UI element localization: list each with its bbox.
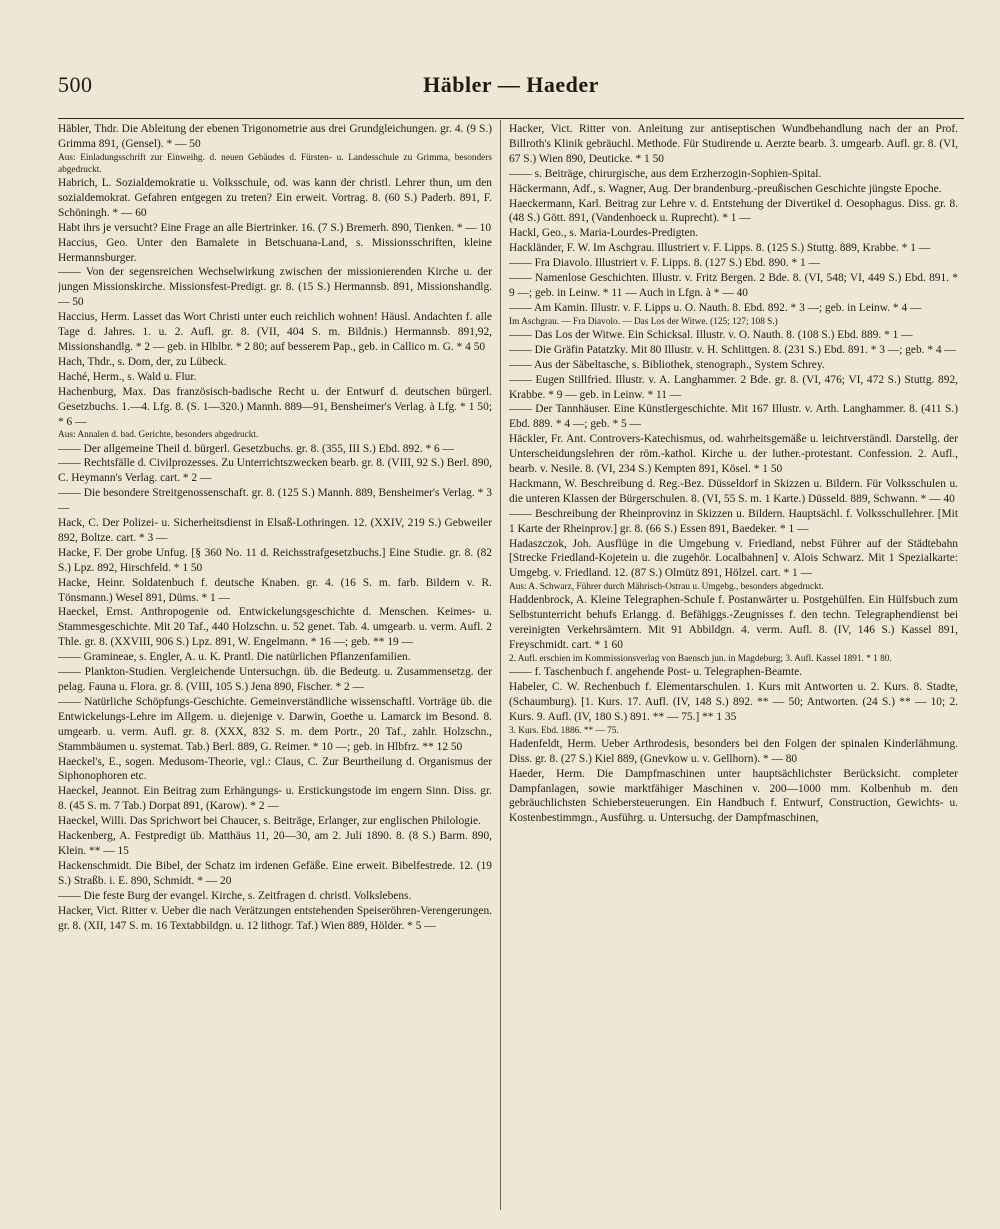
entry: Häckler, Fr. Ant. Controvers-Katechismus, od. wahrheitsgemäße u. leichtverständl. Darstellg. der Unterscheidungslehren der röm.-kathol. Kirche u. der luther.-protestant. Confession. 2. Aufl., bearb. v. Nesile. 8. (VI, 234 S.) Kempten 891, Kösel. * 1 50	[509, 433, 958, 476]
entry: —— Gramineae, s. Engler, A. u. K. Prantl. Die natürlichen Pflanzenfamilien.	[58, 651, 411, 664]
entry: Haeckel's, E., sogen. Medusom-Theorie, vgl.: Claus, C. Zur Beurtheilung d. Organismus der Siphonophoren etc.	[58, 755, 492, 783]
entry: Hackenberg, A. Festpredigt üb. Matthäus 11, 20—30, am 2. Juli 1890. 8. (8 S.) Barm. 890, Klein. ** — 15	[58, 830, 492, 857]
entry-note: Aus: Annalen d. bad. Gerichte, besonders abgedruckt.	[58, 430, 259, 441]
entry: Hackl, Geo., s. Maria-Lourdes-Predigten.	[509, 227, 699, 240]
entry: Häckermann, Adf., s. Wagner, Aug. Der brandenburg.-preußischen Geschichte jüngste Epoche.	[509, 182, 942, 195]
entry: —— s. Beiträge, chirurgische, aus dem Erzherzogin-Sophien-Spital.	[509, 167, 822, 180]
entry: —— Die Gräfin Patatzky. Mit 80 Illustr. v. H. Schlittgen. 8. (231 S.) Ebd. 891. * 3 —; geb. * 4 —	[509, 343, 956, 356]
entry: —— Beschreibung der Rheinprovinz in Skizzen u. Bildern. Hauptsächl. f. Volksschullehrer. [Mit 1 Karte der Rheinprov.] gr. 8. (66 S.) Essen 891, Baedeker. * 1 —	[509, 507, 958, 535]
page-header	[58, 72, 964, 106]
entry: Haddenbrock, A. Kleine Telegraphen-Schule f. Postanwärter u. Postgehülfen. Ein Hülfsbuch zum Selbstunterricht behufs Erlangg. d. Befähiggs.-Zeugnisses f. den techn. Telegraphendienst bei vereinigten Verkehrsämtern. Mit 91 Abbildgn. 4. verm. Aufl. 8. (IV, 146 S.) Kassel 891, Freyschmidt. cart. * 1 60	[509, 594, 958, 652]
entry: Hacke, F. Der grobe Unfug. [§ 360 No. 11 d. Reichsstrafgesetzbuchs.] Eine Studie. gr. 8. (82 S.) Lpz. 892, Hirschfeld. * 1 50	[58, 546, 492, 574]
entry-note: Aus: A. Schwarz, Führer durch Mährisch-Ostrau u. Umgebg., besonders abgedruckt.	[509, 582, 824, 593]
entry: Habt ihrs je versucht? Eine Frage an alle Biertrinker. 16. (7 S.) Bremerh. 890, Tienken. * — 10	[58, 221, 492, 234]
entry: Hadenfeldt, Herm. Ueber Arthrodesis, besonders bei den Folgen der spinalen Kinderlähmung. Diss. gr. 8. (27 S.) Kiel 889, (Gnevkow u. v. Gellhorn). * — 80	[509, 737, 958, 765]
entry: —— Der Tannhäuser. Eine Künstlergeschichte. Mit 167 Illustr. v. Arth. Langhammer. 8. (411 S.) Ebd. 889. * 4 —; geb. * 5 —	[509, 403, 958, 431]
header-rule	[58, 118, 964, 119]
entry: —— Am Kamin. Illustr. v. F. Lipps u. O. Nauth. 8. Ebd. 892. * 3 —; geb. in Leinw. * 4 —	[509, 301, 922, 314]
entry: —— Die besondere Streitgenossenschaft. gr. 8. (125 S.) Mannh. 889, Bensheimer's Verlag. * 3 —	[58, 487, 492, 515]
page-number: 500	[58, 72, 93, 97]
entry: —— Namenlose Geschichten. Illustr. v. Fritz Bergen. 2 Bde. 8. (VI, 548; VI, 449 S.) Ebd. 891. * 9 —; geb. in Leinw. * 11 — Auch in Lfgn. à * — 40	[509, 272, 958, 299]
entry: —— Fra Diavolo. Illustriert v. F. Lipps. 8. (127 S.) Ebd. 890. * 1 —	[509, 257, 820, 270]
entry: Hadaszczok, Joh. Ausflüge in die Umgebung v. Friedland, nebst Führer auf der Städtebahn [Strecke Friedland-Kojetein u. die zugehör. Localbahnen] v. Alois Schwarz. Mit 1 Spezialkarte: Umgebg. v. Friedland. 12. (87 S.) Olmütz 891, Hölzel. cart. * 1 —	[509, 537, 958, 580]
entry: Haeder, Herm. Die Dampfmaschinen unter hauptsächlichster Berücksicht. completer Dampfanlagen, sowie marktfähiger Maschinen v. 200—1000 mm. Kolbenhub m. den gebräuchlichsten Schiebersteuerungen. Ein Handbuch f. Entwurf, Construction, Gewichts- u. Kostenbestimmgn., Ausführg. u. Untersuchg. der Dampfmaschinen,	[509, 767, 958, 825]
entry-note: Aus: Einladungsschrift zur Einweihg. d. neuen Gebäudes d. Fürsten- u. Landesschule zu Grimma, besonders abgedruckt.	[58, 152, 492, 175]
entry: Haeckel, Willi. Das Sprichwort bei Chaucer, s. Beiträge, Erlanger, zur englischen Philologie.	[58, 815, 481, 828]
entry: Hack, C. Der Polizei- u. Sicherheitsdienst in Elsaß-Lothringen. 12. (XXIV, 219 S.) Gebweiler 892, Boltze. cart. * 3 —	[58, 517, 492, 544]
entry-note: 2. Aufl. erschien im Kommissionsverlag von Baensch jun. in Magdeburg; 3. Aufl. Kassel 1891. * 1 80.	[509, 654, 892, 664]
entry: —— Die feste Burg der evangel. Kirche, s. Zeitfragen d. christl. Volkslebens.	[58, 889, 412, 902]
entry: —— f. Taschenbuch f. angehende Post- u. Telegraphen-Beamte.	[509, 666, 803, 679]
entry: Hachenburg, Max. Das französisch-badische Recht u. der Entwurf d. deutschen bürgerl. Gesetzbuchs. 1.—4. Lfg. 8. (S. 1—320.) Mannh. 889—91, Bensheimer's Verlag. à Lfg. * 1 50; * 6 —	[58, 385, 492, 428]
entry: —— Rechtsfälle d. Civilprozesses. Zu Unterrichtszwecken bearb. gr. 8. (VIII, 92 S.) Berl. 890, C. Heymann's Verlag. cart. * 2 —	[58, 457, 492, 485]
entry: Haeckel, Ernst. Anthropogenie od. Entwickelungsgeschichte d. Menschen. Keimes- u. Stammesgeschichte. Mit 20 Taf., 440 Holzschn. u. 52 genet. Tab. 4. umgearb. u. verm. Aufl. 2 Thle. gr. 8. (XXVIII, 906 S.) Lpz. 891, W. Engelmann. * 16 —; geb. ** 19 —	[58, 606, 492, 649]
entry-note: 3. Kurs. Ebd. 1886. ** — 75.	[509, 725, 619, 736]
entry: Hach, Thdr., s. Dom, der, zu Lübeck.	[58, 355, 227, 368]
left-column	[58, 122, 492, 1212]
entry: Hacker, Vict. Ritter von. Anleitung zur antiseptischen Wundbehandlung nach der an Prof. Billroth's Klinik gebräuchl. Methode. Für Studirende u. Aerzte bearb. 3. umgearb. Aufl. gr. 8. (VI, 67 S.) Wien 890, Deuticke. * 1 50	[509, 123, 958, 165]
entry: —— Der allgemeine Theil d. bürgerl. Gesetzbuchs. gr. 8. (355, III S.) Ebd. 892. * 6 —	[58, 442, 454, 455]
entry: —— Eugen Stillfried. Illustr. v. A. Langhammer. 2 Bde. gr. 8. (VI, 476; VI, 472 S.) Stuttg. 892, Krabbe. * 9 — geb. in Leinw. * 11 —	[509, 373, 958, 401]
entry: Häbler, Thdr. Die Ableitung der ebenen Trigonometrie aus drei Grundgleichungen. gr. 4. (9 S.) Grimma 891, (Gensel). * — 50	[58, 123, 492, 150]
entry: Haccius, Herm. Lasset das Wort Christi unter euch reichlich wohnen! Häusl. Andachten f. alle Tage d. Jahres. 1. u. 2. Aufl. gr. 8. (VII, 404 S. m. Bildnis.) Hermannsb. 891,92, Missionshandlg. * 2 — geb. in Hlblbr. * 2 80; auf besserem Pap., geb. in Callico m. G. * 4 50	[58, 311, 492, 353]
entry: Habrich, L. Sozialdemokratie u. Volksschule, od. was kann der christl. Lehrer thun, um den sozialdemokrat. Gefahren entgegen zu treten? Ein erweit. Vortrag. 8. (60 S.) Paderb. 891, F. Schöningh. * — 60	[58, 177, 492, 219]
running-head: Häbler — Haeder	[423, 72, 599, 97]
entry: Hackmann, W. Beschreibung d. Reg.-Bez. Düsseldorf in Skizzen u. Bildern. Für Volksschulen u. die unteren Klassen der Bürgerschulen. 8. (VI, 55 S. m. 1 Karte.) Düsseld. 889, Schwann. * — 40	[509, 477, 958, 505]
entry: Hackenschmidt. Die Bibel, der Schatz im irdenen Gefäße. Eine erweit. Bibelfestrede. 12. (19 S.) Straßb. i. E. 890, Schmidt. * — 20	[58, 859, 492, 887]
entry: —— Plankton-Studien. Vergleichende Untersuchgn. üb. die Bedeutg. u. Zusammensetzg. der pelag. Fauna u. Flora. gr. 8. (VIII, 105 S.) Jena 890, Fischer. * 2 —	[58, 666, 492, 693]
entry: —— Von der segensreichen Wechselwirkung zwischen der missionierenden Kirche u. der jungen Missionskirche. Missionsfest-Predigt. gr. 8. (15 S.) Hermannsb. 891, Missionshandlg. — 50	[58, 266, 492, 309]
column-divider	[500, 120, 501, 1210]
right-column	[509, 122, 958, 1212]
entry: —— Natürliche Schöpfungs-Geschichte. Gemeinverständliche wissenschaftl. Vorträge üb. die Entwickelungs-Lehre im Allgem. u. diejenige v. Darwin, Goethe u. Lamarck im Besond. 8. umgearb. u. verm. Aufl. gr. 8. (XXX, 832 S. m. dem Portr., 20 Taf., zahlr. Holzschn., Stammbäumen u. systemat. Tab.) Berl. 889, G. Reimer. * 10 —; geb. in Hlbfrz. ** 12 50	[58, 695, 492, 753]
entry: —— Das Los der Witwe. Ein Schicksal. Illustr. v. O. Nauth. 8. (108 S.) Ebd. 889. * 1 —	[509, 328, 913, 341]
entry: Habeler, C. W. Rechenbuch f. Elementarschulen. 1. Kurs mit Antworten u. 2. Kurs. 8. Stadte, (Schaumburg). [1. Kurs. 17. Aufl. (IV, 148 S.) 892. ** — 50; Antworten. (24 S.) ** — 10; 2. Kurs. 9. Aufl. (IV, 180 S.) 891. ** — 75.] ** 1 35	[509, 681, 958, 723]
entry: Hackländer, F. W. Im Aschgrau. Illustriert v. F. Lipps. 8. (125 S.) Stuttg. 889, Krabbe. * 1 —	[509, 242, 931, 255]
entry: Haeckel, Jeannot. Ein Beitrag zum Erhängungs- u. Erstickungstode im engern Sinn. Diss. gr. 8. (45 S. m. 7 Tab.) Dorpat 891, (Karow). * 2 —	[58, 785, 492, 813]
entry: —— Aus der Säbeltasche, s. Bibliothek, stenograph., System Schrey.	[509, 358, 825, 371]
entry: Haeckermann, Karl. Beitrag zur Lehre v. d. Entstehung der Divertikel d. Oesophagus. Diss. gr. 8. (48 S.) Gött. 891, (Vandenhoeck u. Ruprecht). * 1 —	[509, 197, 958, 225]
entry-note: Im Aschgrau. — Fra Diavolo. — Das Los der Witwe. (125; 127; 108 S.)	[509, 316, 778, 327]
entry: Haché, Herm., s. Wald u. Flur.	[58, 370, 197, 383]
entry: Hacker, Vict. Ritter v. Ueber die nach Verätzungen entstehenden Speiseröhren-Verengerungen. gr. 8. (XII, 147 S. m. 16 Textabbildgn. u. 12 lithogr. Taf.) Wien 889, Hölder. * 5 —	[58, 904, 492, 932]
entry: Hacke, Heinr. Soldatenbuch f. deutsche Knaben. gr. 4. (16 S. m. farb. Bildern v. R. Tönsmann.) Wesel 891, Düms. * 1 —	[58, 576, 492, 604]
entry: Haccius, Geo. Unter den Bamalete in Betschuana-Land, s. Missionsschriften, kleine Hermannsburger.	[58, 236, 492, 264]
